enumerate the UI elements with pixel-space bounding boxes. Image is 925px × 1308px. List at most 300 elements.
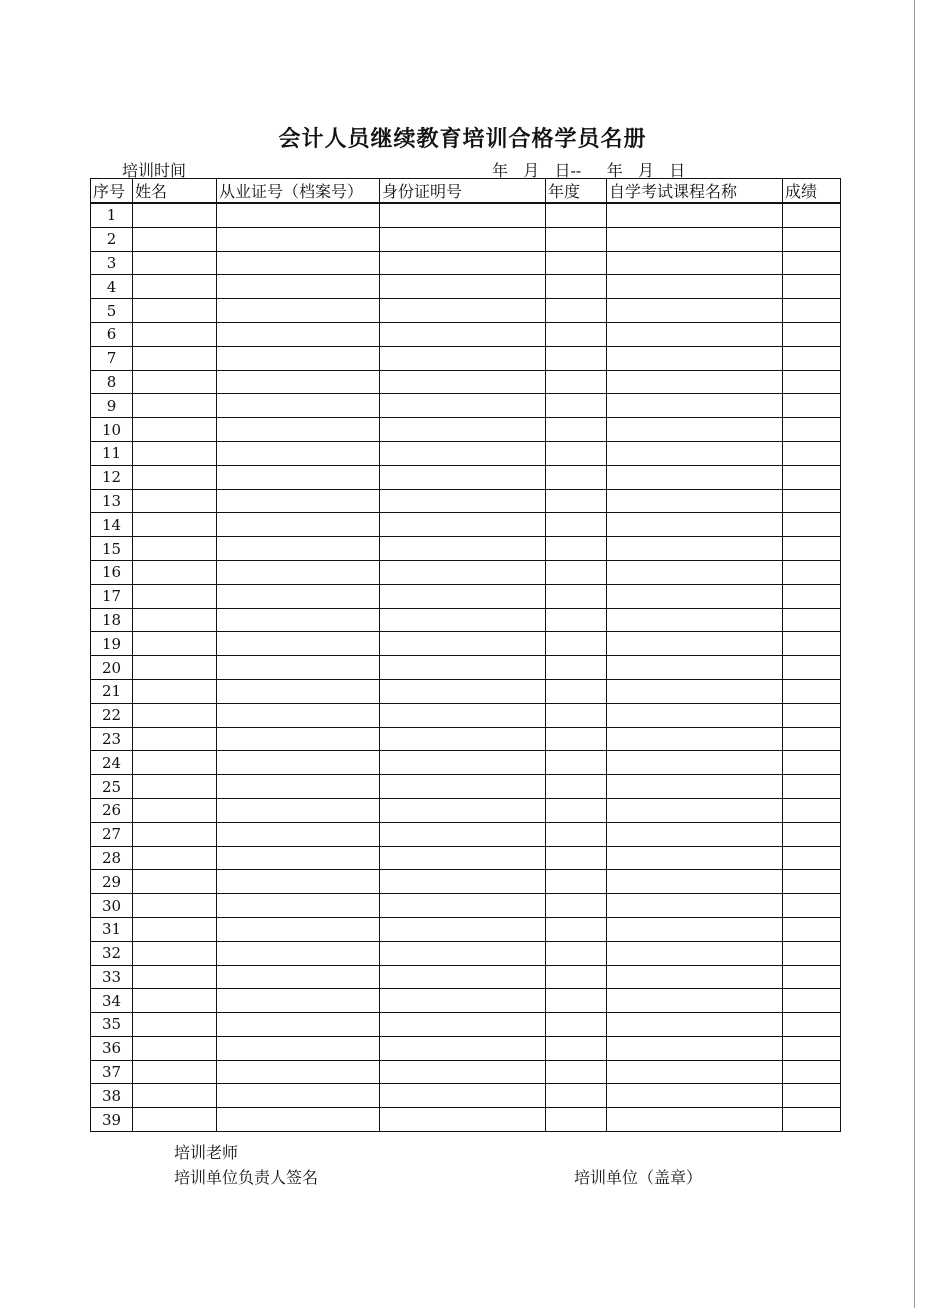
table-row [91,727,841,751]
row-number: 4 [91,275,133,299]
table-row [91,608,841,632]
year-cell [546,394,607,418]
course-name-cell [607,560,783,584]
id-number-cell [380,560,546,584]
score-cell [783,489,841,513]
course-name-cell [607,632,783,656]
table-row [91,703,841,727]
name-cell [133,560,217,584]
certificate-number-cell [217,1060,380,1084]
certificate-number-cell [217,917,380,941]
id-number-cell [380,870,546,894]
name-cell [133,584,217,608]
year-cell [546,822,607,846]
certificate-number-cell [217,370,380,394]
score-cell [783,703,841,727]
year-cell [546,751,607,775]
course-name-cell [607,941,783,965]
table-row [91,1108,841,1132]
certificate-number-cell [217,1108,380,1132]
table-row [91,370,841,394]
score-cell [783,1036,841,1060]
header-id-number: 身份证明号 [380,179,546,204]
row-number: 21 [91,679,133,703]
year-cell [546,656,607,680]
id-number-cell [380,394,546,418]
name-cell [133,441,217,465]
row-number: 17 [91,584,133,608]
id-number-cell [380,703,546,727]
certificate-number-cell [217,418,380,442]
id-number-cell [380,299,546,323]
course-name-cell [607,917,783,941]
row-number: 31 [91,917,133,941]
course-name-cell [607,775,783,799]
score-cell [783,227,841,251]
id-number-cell [380,798,546,822]
training-teacher-label: 培训老师 [174,1143,239,1162]
name-cell [133,727,217,751]
header-course-name: 自学考试课程名称 [607,179,783,204]
score-cell [783,322,841,346]
course-name-cell [607,465,783,489]
certificate-number-cell [217,679,380,703]
certificate-number-cell [217,632,380,656]
id-number-cell [380,822,546,846]
course-name-cell [607,299,783,323]
certificate-number-cell [217,608,380,632]
table-row [91,1084,841,1108]
year-cell [546,965,607,989]
score-cell [783,513,841,537]
course-name-cell [607,227,783,251]
row-number: 37 [91,1060,133,1084]
course-name-cell [607,703,783,727]
certificate-number-cell [217,1084,380,1108]
id-number-cell [380,1060,546,1084]
certificate-number-cell [217,846,380,870]
name-cell [133,370,217,394]
id-number-cell [380,418,546,442]
table-row [91,965,841,989]
score-cell [783,299,841,323]
score-cell [783,394,841,418]
name-cell [133,894,217,918]
score-cell [783,798,841,822]
table-row [91,537,841,561]
course-name-cell [607,989,783,1013]
table-row [91,203,841,227]
name-cell [133,941,217,965]
id-number-cell [380,465,546,489]
year-cell [546,227,607,251]
name-cell [133,965,217,989]
id-number-cell [380,203,546,227]
score-cell [783,418,841,442]
id-number-cell [380,679,546,703]
table-row [91,894,841,918]
row-number: 22 [91,703,133,727]
name-cell [133,1060,217,1084]
id-number-cell [380,322,546,346]
header-name: 姓名 [133,179,217,204]
row-number: 10 [91,418,133,442]
year-cell [546,465,607,489]
name-cell [133,537,217,561]
table-row [91,1060,841,1084]
year-cell [546,1036,607,1060]
year-cell [546,917,607,941]
score-cell [783,941,841,965]
year-cell [546,775,607,799]
year-cell [546,203,607,227]
score-cell [783,727,841,751]
score-cell [783,870,841,894]
score-cell [783,203,841,227]
id-number-cell [380,1084,546,1108]
row-number: 33 [91,965,133,989]
certificate-number-cell [217,251,380,275]
table-row [91,775,841,799]
row-number: 32 [91,941,133,965]
year-cell [546,1013,607,1037]
table-row [91,1036,841,1060]
id-number-cell [380,251,546,275]
certificate-number-cell [217,1013,380,1037]
page-edge-line [914,0,915,1308]
row-number: 18 [91,608,133,632]
row-number: 28 [91,846,133,870]
certificate-number-cell [217,822,380,846]
certificate-number-cell [217,703,380,727]
name-cell [133,513,217,537]
row-number: 16 [91,560,133,584]
year-cell [546,727,607,751]
certificate-number-cell [217,537,380,561]
course-name-cell [607,822,783,846]
course-name-cell [607,751,783,775]
name-cell [133,394,217,418]
id-number-cell [380,608,546,632]
year-cell [546,370,607,394]
table-row [91,870,841,894]
training-period-label: 培训时间 [122,161,187,180]
id-number-cell [380,227,546,251]
year-cell [546,846,607,870]
year-cell [546,537,607,561]
score-cell [783,1013,841,1037]
id-number-cell [380,917,546,941]
row-number: 26 [91,798,133,822]
table-row [91,846,841,870]
row-number: 36 [91,1036,133,1060]
course-name-cell [607,1013,783,1037]
year-cell [546,608,607,632]
certificate-number-cell [217,346,380,370]
row-number: 25 [91,775,133,799]
id-number-cell [380,1036,546,1060]
table-row [91,798,841,822]
table-row [91,251,841,275]
table-row [91,227,841,251]
course-name-cell [607,537,783,561]
score-cell [783,965,841,989]
name-cell [133,203,217,227]
id-number-cell [380,632,546,656]
id-number-cell [380,513,546,537]
name-cell [133,798,217,822]
score-cell [783,608,841,632]
table-row [91,989,841,1013]
course-name-cell [607,846,783,870]
certificate-number-cell [217,1036,380,1060]
id-number-cell [380,1108,546,1132]
certificate-number-cell [217,941,380,965]
row-number: 24 [91,751,133,775]
id-number-cell [380,727,546,751]
certificate-number-cell [217,870,380,894]
score-cell [783,441,841,465]
year-cell [546,1084,607,1108]
course-name-cell [607,1108,783,1132]
name-cell [133,822,217,846]
roster-table [90,178,841,1132]
row-number: 7 [91,346,133,370]
score-cell [783,656,841,680]
name-cell [133,346,217,370]
id-number-cell [380,441,546,465]
name-cell [133,1084,217,1108]
table-row [91,489,841,513]
score-cell [783,822,841,846]
name-cell [133,465,217,489]
id-number-cell [380,1013,546,1037]
id-number-cell [380,989,546,1013]
score-cell [783,894,841,918]
name-cell [133,275,217,299]
year-cell [546,798,607,822]
score-cell [783,632,841,656]
course-name-cell [607,1036,783,1060]
row-number: 23 [91,727,133,751]
course-name-cell [607,727,783,751]
course-name-cell [607,1060,783,1084]
score-cell [783,989,841,1013]
name-cell [133,1108,217,1132]
row-number: 8 [91,370,133,394]
table-row [91,441,841,465]
table-row [91,275,841,299]
course-name-cell [607,679,783,703]
row-number: 30 [91,894,133,918]
course-name-cell [607,1084,783,1108]
score-cell [783,584,841,608]
table-row [91,418,841,442]
year-cell [546,632,607,656]
year-cell [546,418,607,442]
year-cell [546,584,607,608]
certificate-number-cell [217,513,380,537]
row-number: 9 [91,394,133,418]
row-number: 34 [91,989,133,1013]
year-cell [546,299,607,323]
course-name-cell [607,418,783,442]
name-cell [133,1036,217,1060]
table-row [91,513,841,537]
table-row [91,394,841,418]
score-cell [783,275,841,299]
training-unit-seal-label: 培训单位（盖章） [574,1168,703,1187]
certificate-number-cell [217,894,380,918]
score-cell [783,775,841,799]
certificate-number-cell [217,299,380,323]
table-row [91,917,841,941]
row-number: 38 [91,1084,133,1108]
certificate-number-cell [217,584,380,608]
row-number: 19 [91,632,133,656]
name-cell [133,227,217,251]
certificate-number-cell [217,489,380,513]
name-cell [133,775,217,799]
row-number: 20 [91,656,133,680]
name-cell [133,846,217,870]
table-row [91,346,841,370]
certificate-number-cell [217,989,380,1013]
name-cell [133,632,217,656]
year-cell [546,1060,607,1084]
score-cell [783,560,841,584]
table-row [91,584,841,608]
row-number: 39 [91,1108,133,1132]
row-number: 2 [91,227,133,251]
score-cell [783,537,841,561]
row-number: 12 [91,465,133,489]
course-name-cell [607,965,783,989]
header-score: 成绩 [783,179,841,204]
id-number-cell [380,370,546,394]
document-title: 会计人员继续教育培训合格学员名册 [278,126,647,152]
year-cell [546,560,607,584]
table-header-row [91,179,841,204]
course-name-cell [607,798,783,822]
year-cell [546,1108,607,1132]
course-name-cell [607,346,783,370]
table-row [91,941,841,965]
certificate-number-cell [217,227,380,251]
course-name-cell [607,203,783,227]
course-name-cell [607,513,783,537]
year-cell [546,989,607,1013]
row-number: 1 [91,203,133,227]
row-number: 35 [91,1013,133,1037]
name-cell [133,679,217,703]
header-serial-number: 序号 [91,179,133,204]
year-cell [546,275,607,299]
table-row [91,632,841,656]
id-number-cell [380,489,546,513]
year-cell [546,870,607,894]
row-number: 13 [91,489,133,513]
score-cell [783,346,841,370]
id-number-cell [380,941,546,965]
row-number: 29 [91,870,133,894]
course-name-cell [607,441,783,465]
year-cell [546,251,607,275]
course-name-cell [607,370,783,394]
year-cell [546,941,607,965]
id-number-cell [380,346,546,370]
score-cell [783,1060,841,1084]
id-number-cell [380,275,546,299]
course-name-cell [607,489,783,513]
course-name-cell [607,608,783,632]
course-name-cell [607,394,783,418]
year-cell [546,346,607,370]
name-cell [133,608,217,632]
certificate-number-cell [217,965,380,989]
row-number: 11 [91,441,133,465]
roster-body [91,203,841,1132]
id-number-cell [380,846,546,870]
year-cell [546,441,607,465]
course-name-cell [607,656,783,680]
name-cell [133,489,217,513]
table-row [91,656,841,680]
score-cell [783,465,841,489]
name-cell [133,751,217,775]
certificate-number-cell [217,322,380,346]
year-cell [546,679,607,703]
year-cell [546,489,607,513]
year-cell [546,894,607,918]
id-number-cell [380,751,546,775]
table-row [91,465,841,489]
score-cell [783,251,841,275]
row-number: 15 [91,537,133,561]
table-row [91,322,841,346]
score-cell [783,370,841,394]
year-cell [546,322,607,346]
training-period-dates: 年 月 日-- 年 月 日 [492,161,686,180]
id-number-cell [380,584,546,608]
unit-head-signature-label: 培训单位负责人签名 [174,1168,319,1187]
name-cell [133,299,217,323]
name-cell [133,989,217,1013]
certificate-number-cell [217,465,380,489]
score-cell [783,679,841,703]
course-name-cell [607,870,783,894]
name-cell [133,917,217,941]
table-row [91,560,841,584]
table-row [91,751,841,775]
score-cell [783,846,841,870]
certificate-number-cell [217,441,380,465]
certificate-number-cell [217,656,380,680]
id-number-cell [380,965,546,989]
row-number: 3 [91,251,133,275]
certificate-number-cell [217,727,380,751]
year-cell [546,703,607,727]
name-cell [133,418,217,442]
course-name-cell [607,275,783,299]
row-number: 14 [91,513,133,537]
certificate-number-cell [217,775,380,799]
name-cell [133,703,217,727]
certificate-number-cell [217,560,380,584]
course-name-cell [607,251,783,275]
course-name-cell [607,584,783,608]
score-cell [783,1084,841,1108]
